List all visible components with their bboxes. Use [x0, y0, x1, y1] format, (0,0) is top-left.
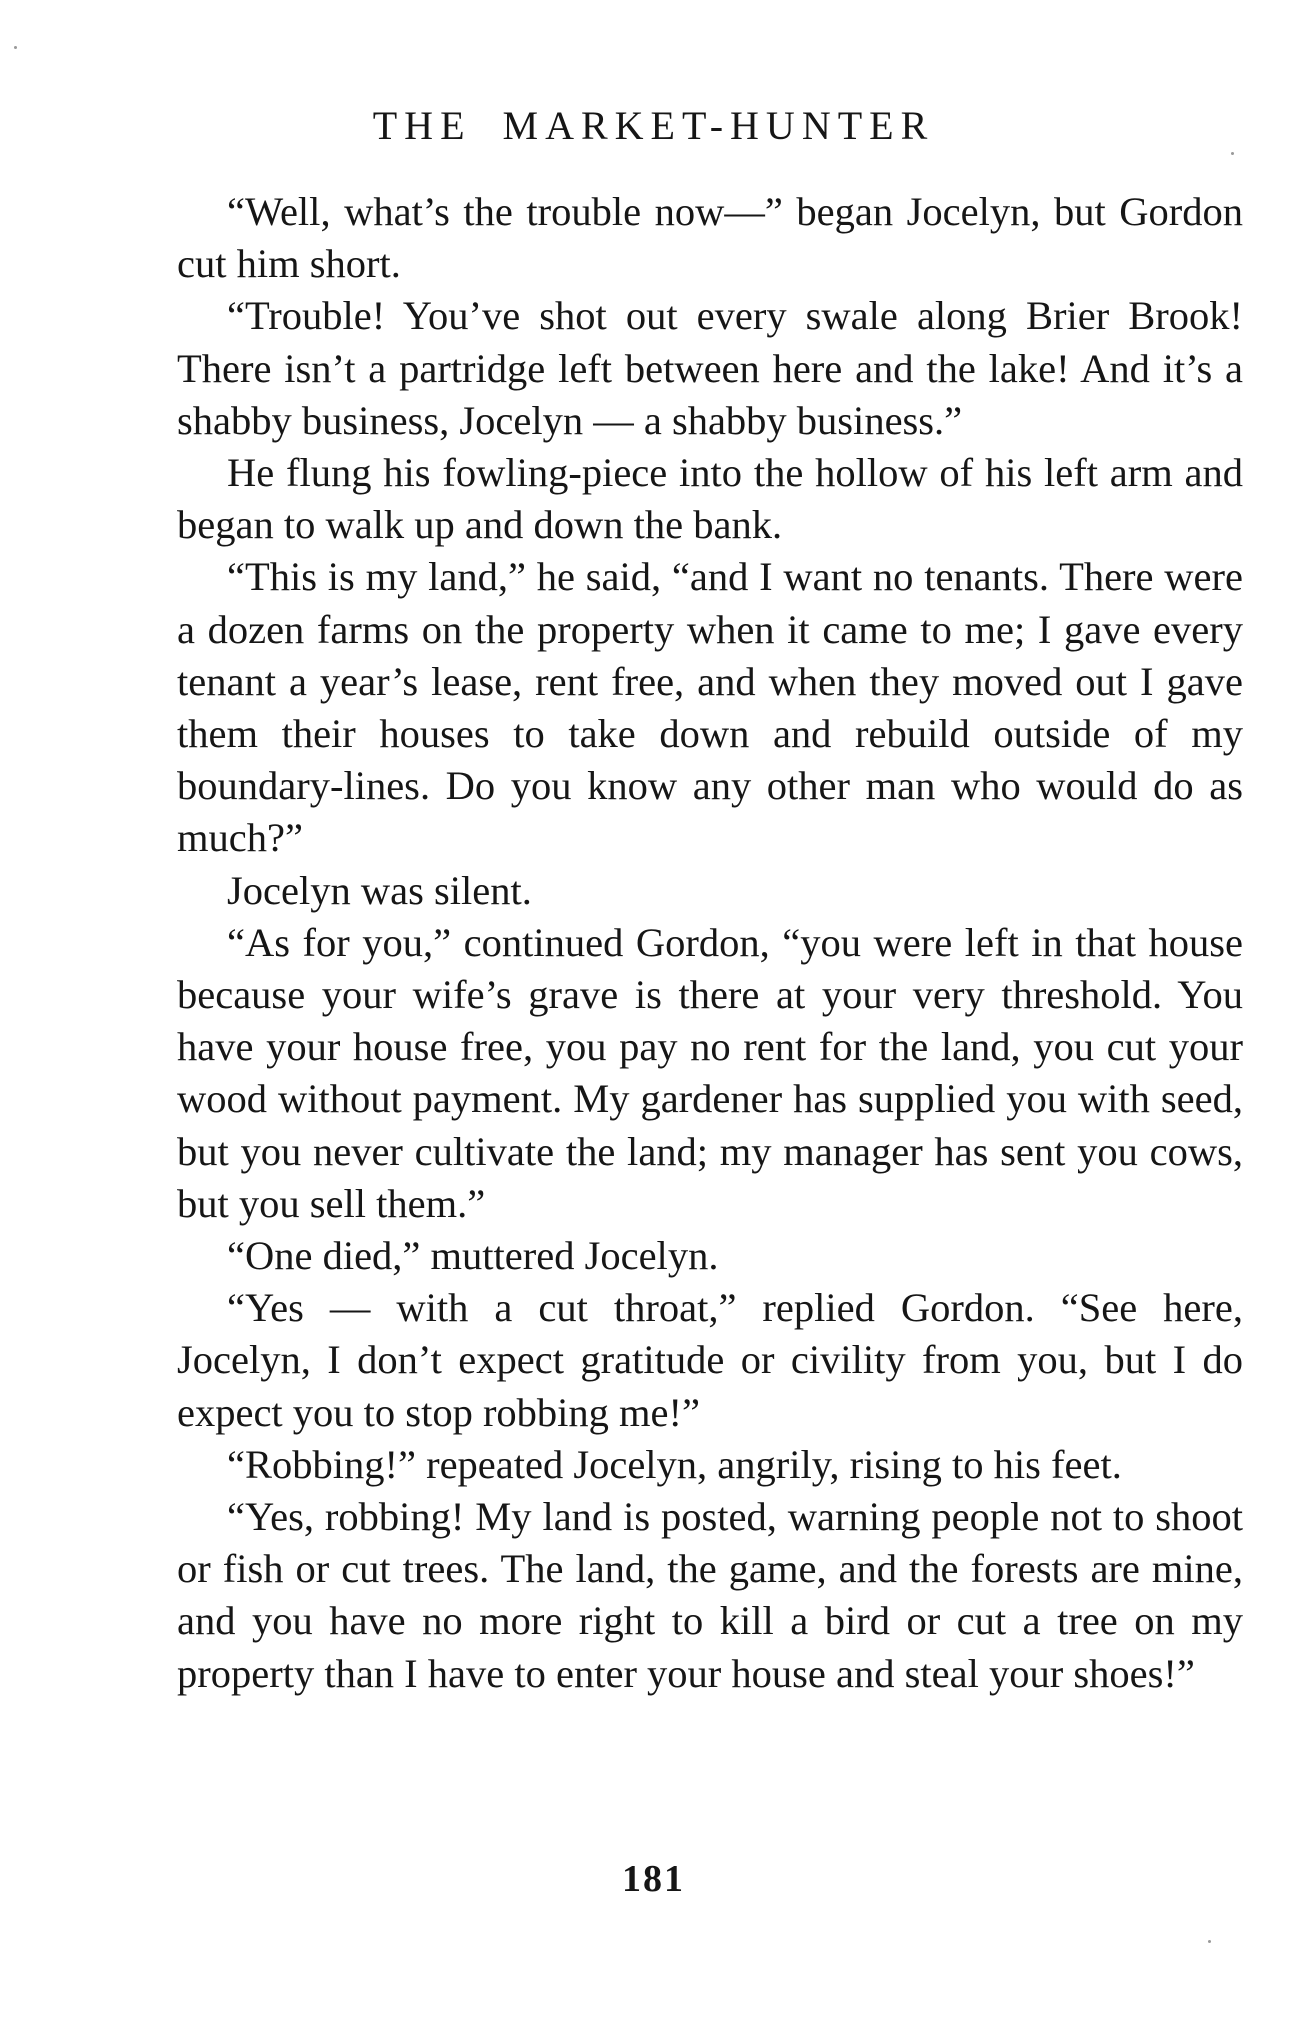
paragraph: Jocelyn was silent.: [227, 867, 532, 913]
page-number: 181: [622, 1858, 685, 1900]
paragraph: He flung his fowling-piece into the hollow of his left arm and began to walk up and down the bank.: [177, 450, 1243, 548]
paragraph: “One died,” muttered Jocelyn.: [227, 1233, 719, 1279]
scan-speck: [1208, 1940, 1211, 1943]
scan-speck: [14, 46, 17, 49]
running-head: THE MARKET-HUNTER: [372, 103, 935, 148]
paragraph: “Well, what’s the trouble now—” began Jocelyn, but Gordon cut him short.: [177, 189, 1243, 287]
body-text: [177, 186, 1243, 1700]
paragraph: “Robbing!” repeated Jocelyn, angrily, rising to his feet.: [227, 1441, 1122, 1487]
paragraph: “This is my land,” he said, “and I want no tenants. There were a dozen farms on the property when it came to me; I gave every tenant a year’s lease, rent free, and when they moved out I gave them their houses to take down and rebuild outside of my boundary-lines. Do you know any other man who would do as much?”: [177, 554, 1243, 861]
paragraph: “Trouble! You’ve shot out every swale along Brier Brook! There isn’t a partridge left between here and the lake! And it’s a shabby business, Jocelyn — a shabby business.”: [177, 293, 1243, 443]
paragraph: “As for you,” continued Gordon, “you were left in that house because your wife’s grave is there at your very threshold. You have your house free, you pay no rent for the land, you cut your wood without payment. My gardener has supplied you with seed, but you never cultivate the land; my manager has sent you cows, but you sell them.”: [177, 919, 1243, 1226]
paragraph: “Yes — with a cut throat,” replied Gordon. “See here, Jocelyn, I don’t expect gratitude or civility from you, but I do expect you to stop robbing me!”: [177, 1285, 1243, 1435]
scan-speck: [1231, 152, 1234, 155]
paragraph: “Yes, robbing! My land is posted, warning people not to shoot or fish or cut trees. The land, the game, and the forests are mine, and you have no more right to kill a bird or cut a tree on my property than I have to enter your house and steal your shoes!”: [177, 1494, 1243, 1696]
